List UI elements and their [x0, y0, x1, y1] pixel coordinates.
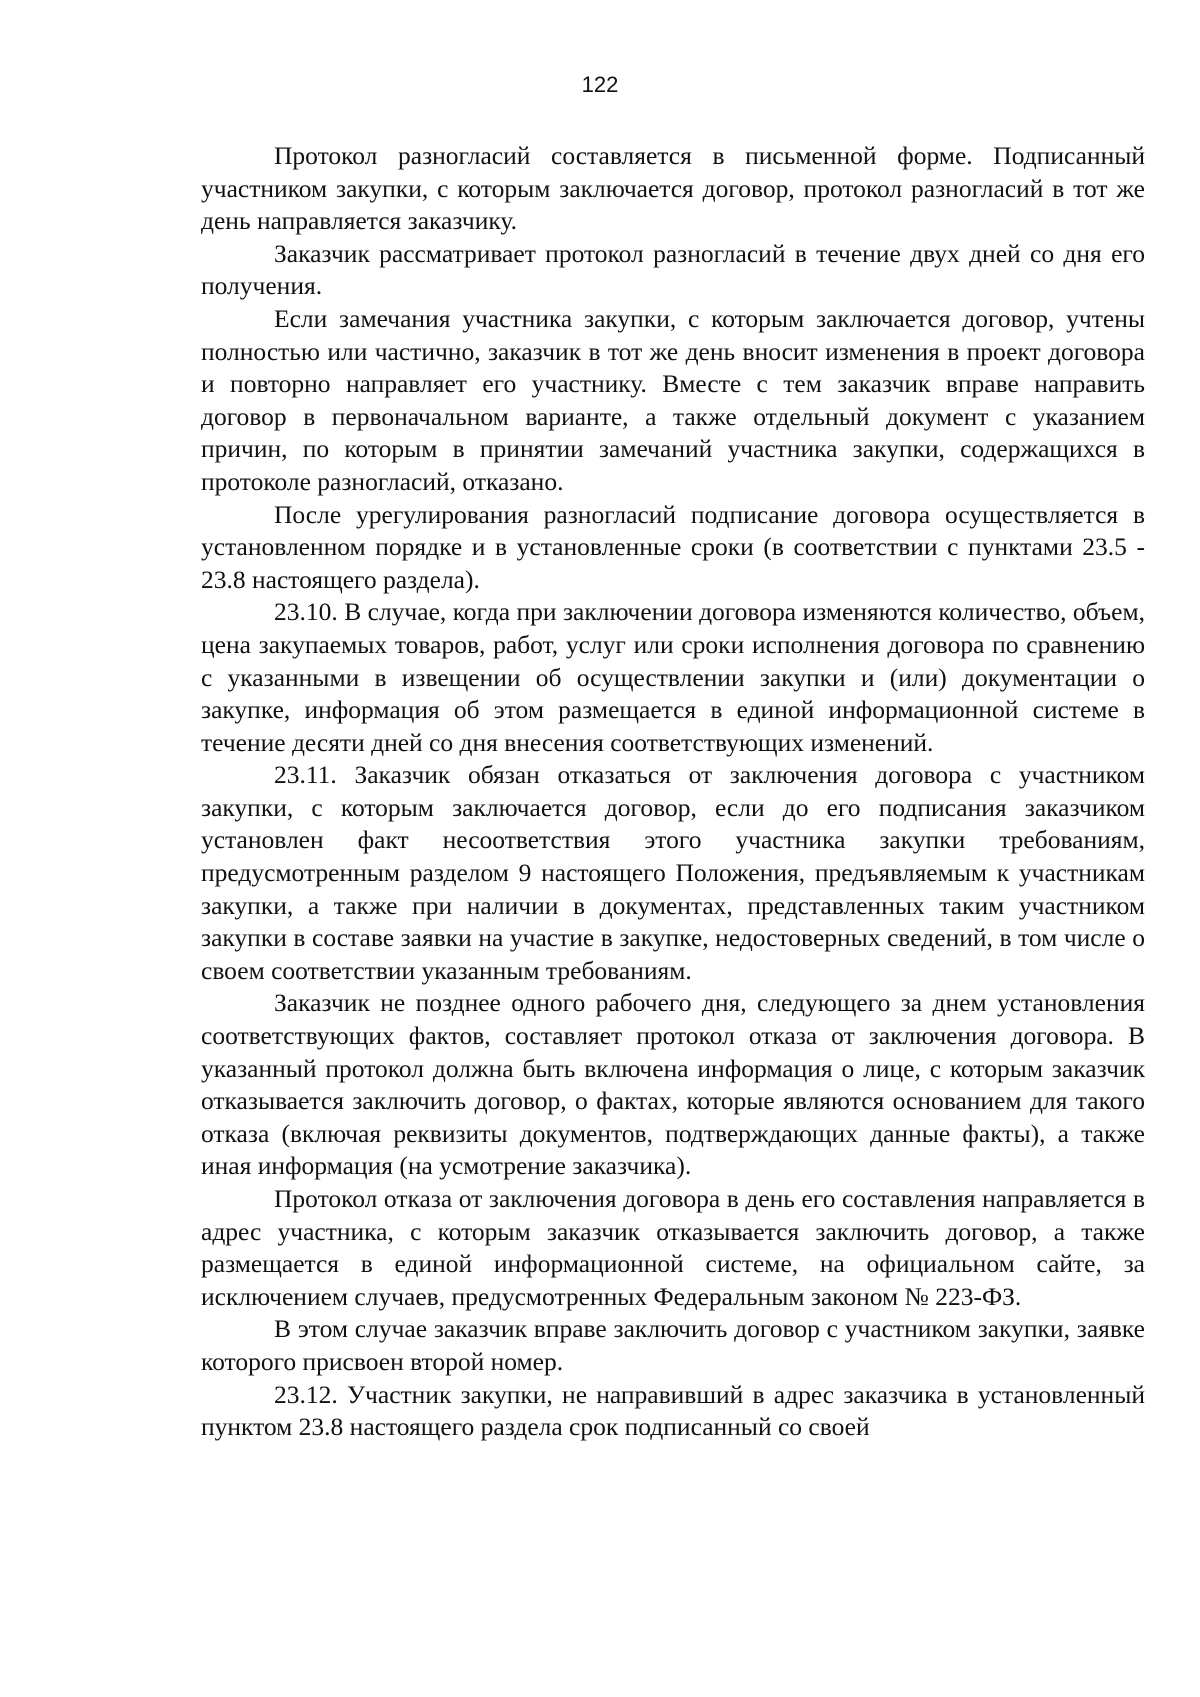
document-body [201, 140, 1145, 1444]
paragraph: 23.11. Заказчик обязан отказаться от заключения договора с участником закупки, с которым заключается договор, если до его подписания заказчиком установлен факт несоответствия этого участника закупки требованиям, предусмотренным разделом 9 настоящего Положения, предъявляемым к участникам закупки, а также при наличии в документах, представленных таким участником закупки в составе заявки на участие в закупке, недостоверных сведений, в том числе о своем соответствии указанным требованиям. [201, 760, 1145, 985]
page-number: 122 [581, 72, 619, 97]
paragraph: Протокол разногласий составляется в письменной форме. Подписанный участником закупки, с которым заключается договор, протокол разногласий в тот же день направляется заказчику. [201, 141, 1145, 236]
paragraph: 23.12. Участник закупки, не направивший в адрес заказчика в установленный пунктом 23.8 настоящего раздела срок подписанный со своей [201, 1379, 1145, 1442]
paragraph: Заказчик не позднее одного рабочего дня, следующего за днем установления соответствующих фактов, составляет протокол отказа от заключения договора. В указанный протокол должна быть включена информация о лице, с которым заказчик отказывается заключить договор, о фактах, которые являются основанием для такого отказа (включая реквизиты документов, подтверждающих данные факты), а также иная информация (на усмотрение заказчика). [201, 988, 1145, 1181]
paragraph: Протокол отказа от заключения договора в день его составления направляется в адрес участника, с которым заказчик отказывается заключить договор, а также размещается в единой информационной системе, на официальном сайте, за исключением случаев, предусмотренных Федеральным законом № 223-ФЗ. [201, 1184, 1145, 1311]
paragraph: 23.10. В случае, когда при заключении договора изменяются количество, объем, цена закупаемых товаров, работ, услуг или сроки исполнения договора по сравнению с указанными в извещении об осуществлении закупки и (или) документации о закупке, информация об этом размещается в единой информационной системе в течение десяти дней со дня внесения соответствующих изменений. [201, 597, 1145, 757]
paragraph: Если замечания участника закупки, с которым заключается договор, учтены полностью или частично, заказчик в тот же день вносит изменения в проект договора и повторно направляет его участнику. Вместе с тем заказчик вправе направить договор в первоначальном варианте, а также отдельный документ с указанием причин, по которым в принятии замечаний участника закупки, содержащихся в протоколе разногласий, отказано. [201, 303, 1145, 496]
paragraph: Заказчик рассматривает протокол разногласий в течение двух дней со дня его получения. [201, 238, 1145, 301]
paragraph: После урегулирования разногласий подписание договора осуществляется в установленном порядке и в установленные сроки (в соответствии с пунктами 23.5 - 23.8 настоящего раздела). [201, 499, 1145, 594]
paragraph: В этом случае заказчик вправе заключить договор с участником закупки, заявке которого присвоен второй номер. [201, 1314, 1145, 1376]
